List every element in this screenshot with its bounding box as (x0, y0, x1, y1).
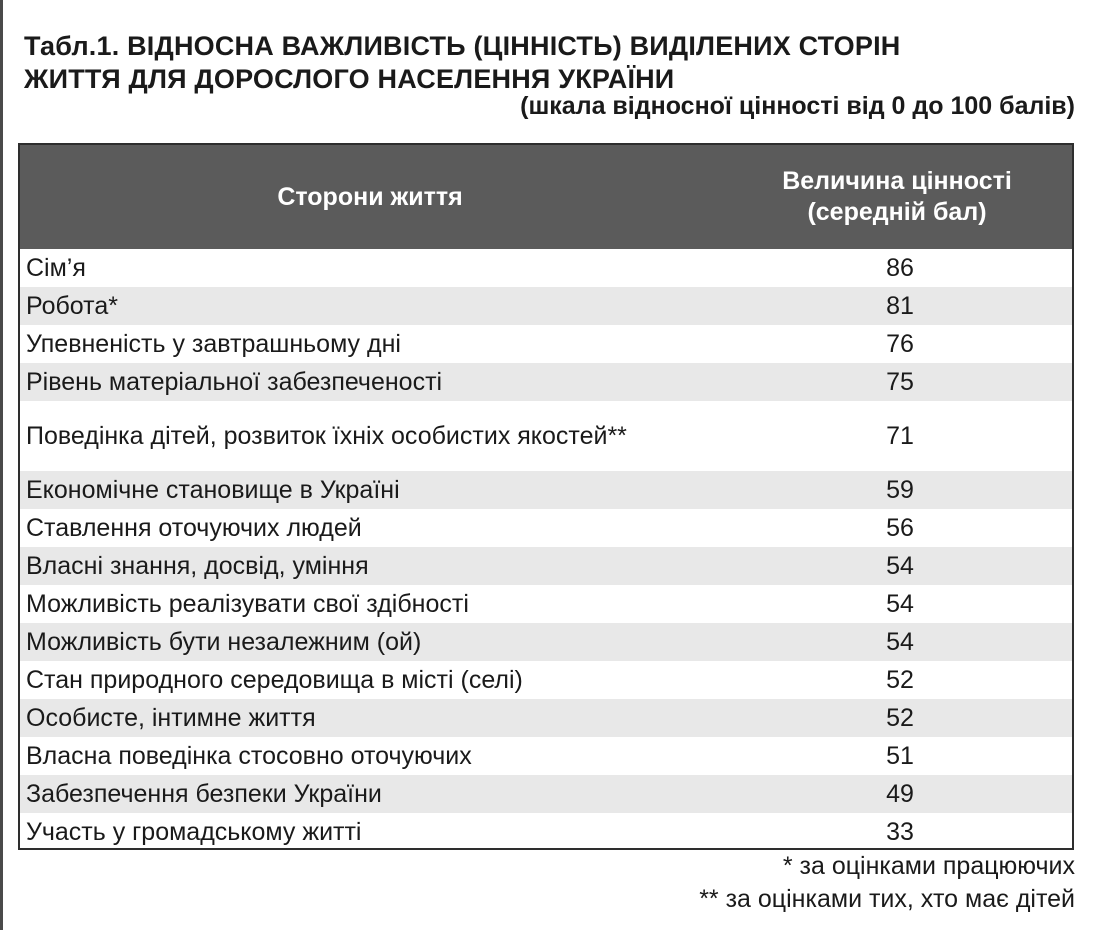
row-value: 33 (886, 817, 914, 846)
row-value: 59 (886, 475, 914, 504)
table-row (20, 325, 1072, 363)
table-row (20, 661, 1072, 699)
row-value: 86 (886, 253, 914, 282)
table-header (20, 145, 1072, 249)
row-value: 54 (886, 627, 914, 656)
table-title-line-1: Табл.1. ВІДНОСНА ВАЖЛИВІСТЬ (ЦІННІСТЬ) ВИДІЛЕНИХ СТОРІН (24, 31, 901, 61)
row-aspect: Участь у громадському житті (26, 818, 362, 846)
row-aspect: Можливість бути незалежним (ой) (26, 628, 422, 656)
table-row (20, 623, 1072, 661)
row-value: 76 (886, 329, 914, 358)
row-aspect: Можливість реалізувати свої здібності (26, 590, 469, 618)
table-row (20, 287, 1072, 325)
table-row (20, 401, 1072, 471)
left-border-rule (0, 0, 3, 930)
row-aspect: Економічне становище в Україні (26, 476, 400, 504)
row-aspect: Власна поведінка стосовно оточуючих (26, 742, 472, 770)
row-aspect: Поведінка дітей, розвиток їхніх особистих якостей** (26, 422, 627, 450)
table-row (20, 547, 1072, 585)
table-title (24, 30, 1084, 96)
footnotes (699, 850, 1075, 916)
row-aspect: Стан природного середовища в місті (селі) (26, 666, 523, 694)
table-row (20, 699, 1072, 737)
table-row (20, 737, 1072, 775)
row-value: 71 (886, 421, 914, 450)
row-aspect: Власні знання, досвід, уміння (26, 552, 369, 580)
row-aspect: Упевненість у завтрашньому дні (26, 330, 401, 358)
header-value-label-1: Величина цінності (782, 167, 1012, 195)
row-value: 81 (886, 291, 914, 320)
row-value: 52 (886, 703, 914, 732)
table-row (20, 249, 1072, 287)
header-value-label-2: (середній бал) (807, 198, 987, 226)
table-row (20, 363, 1072, 401)
table-row (20, 471, 1072, 509)
footnote-parents: ** за оцінками тих, хто має дітей (699, 885, 1075, 913)
table-body (20, 249, 1072, 850)
row-aspect: Рівень матеріальної забезпеченості (26, 368, 443, 396)
row-aspect: Робота* (26, 292, 118, 320)
row-value: 56 (886, 513, 914, 542)
row-aspect: Сім’я (26, 254, 86, 282)
row-value: 75 (886, 367, 914, 396)
row-aspect: Ставлення оточуючих людей (26, 514, 362, 542)
row-aspect: Особисте, інтимне життя (26, 704, 316, 732)
table-title-line-2: ЖИТТЯ ДЛЯ ДОРОСЛОГО НАСЕЛЕННЯ УКРАЇНИ (24, 64, 675, 94)
row-value: 54 (886, 589, 914, 618)
row-value: 52 (886, 665, 914, 694)
header-aspect (20, 145, 720, 249)
values-table (18, 143, 1074, 850)
row-aspect: Забезпечення безпеки України (26, 780, 382, 808)
row-value: 54 (886, 551, 914, 580)
row-value: 51 (886, 741, 914, 770)
table-row (20, 775, 1072, 813)
table-row (20, 813, 1072, 850)
table-row (20, 509, 1072, 547)
header-value (720, 145, 1074, 249)
scale-subtitle: (шкала відносної цінності від 0 до 100 балів) (520, 92, 1075, 120)
row-value: 49 (886, 779, 914, 808)
table-row (20, 585, 1072, 623)
header-aspect-label: Сторони життя (277, 182, 463, 211)
footnote-working: * за оцінками працюючих (782, 852, 1075, 880)
